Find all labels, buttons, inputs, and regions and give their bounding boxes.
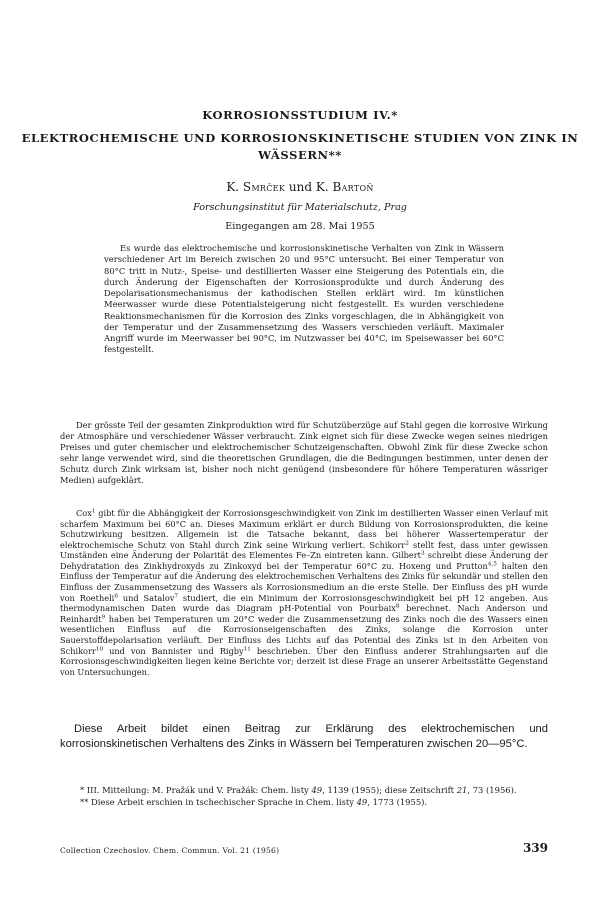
text-run: und Satalov [117,592,175,603]
footnote-volume: 49 [311,785,323,795]
series-heading: KORROSIONSSTUDIUM IV.* [202,108,398,122]
body-paragraph-2 [60,508,548,677]
text-run: stellt fest, dass unter gewissen Umständen eine Änderung der Polarität des Elementes Fe–Zn eintreten kann. Gilbert [60,539,548,561]
footnote-text: * III. Mitteilung: M. Pražák und V. Pražák: Chem. listy [80,785,312,795]
citation-ref: 10 [95,645,104,652]
text-run: haben bei Temperaturen um 20°C weder die Zusammensetzung des Zinks noch die des Wassers einen wesentlichen Einfluss auf die Korrosionseigenschaften des Zinks, solange die Korrosion unter Sauerstoffdepolarisation verläuft. Der Einfluss des Lichts auf das Potential des Zinks ist in den Arbeiten von Schikorr [60,613,548,656]
institute: Forschungsinstitut für Materialschutz, Prag [193,202,407,213]
text-run: und von Bannister und Rigby [103,645,244,656]
footnote-text: , 73 (1956). [467,785,517,795]
text-run: beschrieben. Über den Einfluss anderer Strahlungsarten auf die Korrosionsgeschwindigkeiten liegen keine Berichte vor; derzeit ist diese Frage an unserer Arbeitsstätte Gegenstand von Untersuchungen. [60,645,549,677]
citation-ref: 6 [114,592,118,599]
page-number: 339 [522,841,548,855]
author-first-initial: K. [226,180,243,194]
text-run: halten den Einfluss der Temperatur auf die Änderung des elektrochemischen Verhaltens des Zinks für sekundär und stellen den Einfluss der Zusammensetzung des Wassers als Korrosionsmedium an die erste Stelle. Der Einfluss des pH wurde von Roetheli [60,560,548,603]
author-first-surname: Smrček [242,180,286,194]
text-run: schreibt diese Änderung der Dehydratation des Zinkhydroxyds zu Zinkoxyd bei der Temperatur 60°C zu. Hoxeng und Prutton [60,550,548,571]
footnote-volume: 49 [356,796,368,807]
footnote-volume: 21 [456,785,468,795]
citation-ref: 8 [395,603,400,610]
text-run: studiert, die ein Minimum der Korrosionsgeschwindigkeit bei pH 12 angeben. Aus thermodynamischen Daten wurde das Diagram pH-Potential von Pourbaix [60,592,549,614]
author-second-surname: Bartoň [332,180,374,194]
abstract: Es wurde das elektrochemische und korrosionskinetische Verhalten von Zink in Wässern verschiedener Art im Bereich zwischen 20 und 95°C untersucht. Bei einer Temperatur von 80°C tritt in Nutz-, Speise- und destillierten Wasser eine Steigerung des Potentials ein, die durch Änderung der Eigenschaften der Korrosionsprodukte und durch Änderung des Depolarisationsmechanismus der kathodischen Stellen erklärt wird. Im künstlichen Meerwasser wurde diese Potentialsteigerung nicht festgestellt. Es wurden verschiedene Reaktionsmechanismen für die Korrosion des Zinks vorgeschlagen, die in Abhängigkeit von der Temperatur und der Zusammensetzung des Wassers verschieden verläuft. Maximaler Angriff wurde im Meerwasser bei 90°C, im Nutzwasser bei 40°C, im Speisewasser bei 60°C festgestellt. [104,243,504,355]
citation-ref: 3 [420,550,425,557]
footnote-text: , 1773 (1955). [367,796,428,807]
footnotes [60,785,548,808]
author-connector: und [285,180,316,194]
text-run: berechnet. Nach Anderson und Reinhardt [60,603,548,624]
text-run: Cox [76,508,92,518]
citation-ref: 11 [243,645,251,652]
received-date: Eingegangen am 28. Mai 1955 [225,221,375,232]
footnote-text: , 1139 (1955); diese Zeitschrift [322,785,457,795]
footnote-1 [60,785,548,797]
paper-title: ELEKTROCHEMISCHE UND KORROSIONSKINETISCHE STUDIEN VON ZINK IN WÄSSERN** [21,131,579,162]
author-second-initial: K. [315,180,333,194]
body-paragraph-1: Der grösste Teil der gesamten Zinkproduktion wird für Schutzüberzüge auf Stahl gegen die korrosive Wirkung der Atmosphäre und verschiedener Wässer verbraucht. Zink eignet sich für diese Zwecke wegen seines niedrigen Preises und guter chemischer und elektrochemischer Schutzeigenschaften. Obwohl Zink für diese Zwecke schon sehr lange verwendet wird, sind die theoretischen Grundlagen, die die Bedingungen bestimmen, unter denen der Schutz durch Zink wirksam ist, bisher noch nicht genügend (insbesondere für höhere Temperaturen wässriger Medien) aufgeklärt. [60,420,548,485]
citation-ref: 4,5 [487,561,497,568]
citation-ref: 9 [101,614,106,621]
footnote-2 [60,797,548,809]
text-run: gibt für die Abhängigkeit der Korrosionsgeschwindigkeit von Zink im destillierten Wasser einen Verlauf mit scharfem Maximum bei 60°C an. Dieses Maximum erklärt er durch Bildung von Korrosionsprodukten, die keine Schutzwirkung besitzen. Allgemein ist die Tatsache bekannt, dass bei höherer Wassertemperatur der elektrochemische Schutz von Stahl durch Zink seine Wirkung verliert. Schikorr [60,508,548,550]
citation-ref: 1 [91,508,96,515]
conclusion-paragraph: Diese Arbeit bildet einen Beitrag zur Erklärung des elektrochemischen und korrosionskinetischen Verhaltens des Zinks in Wässern bei Temperaturen zwischen 20—95°C. [60,723,548,750]
author-line [40,180,560,194]
citation-ref: 2 [405,540,409,546]
footnote-text: ** Diese Arbeit erschien in tschechischer Sprache in Chem. listy [80,796,357,807]
running-head: Collection Czechoslov. Chem. Commun. Vol. 21 (1956) [60,846,280,855]
citation-ref: 7 [174,592,179,599]
